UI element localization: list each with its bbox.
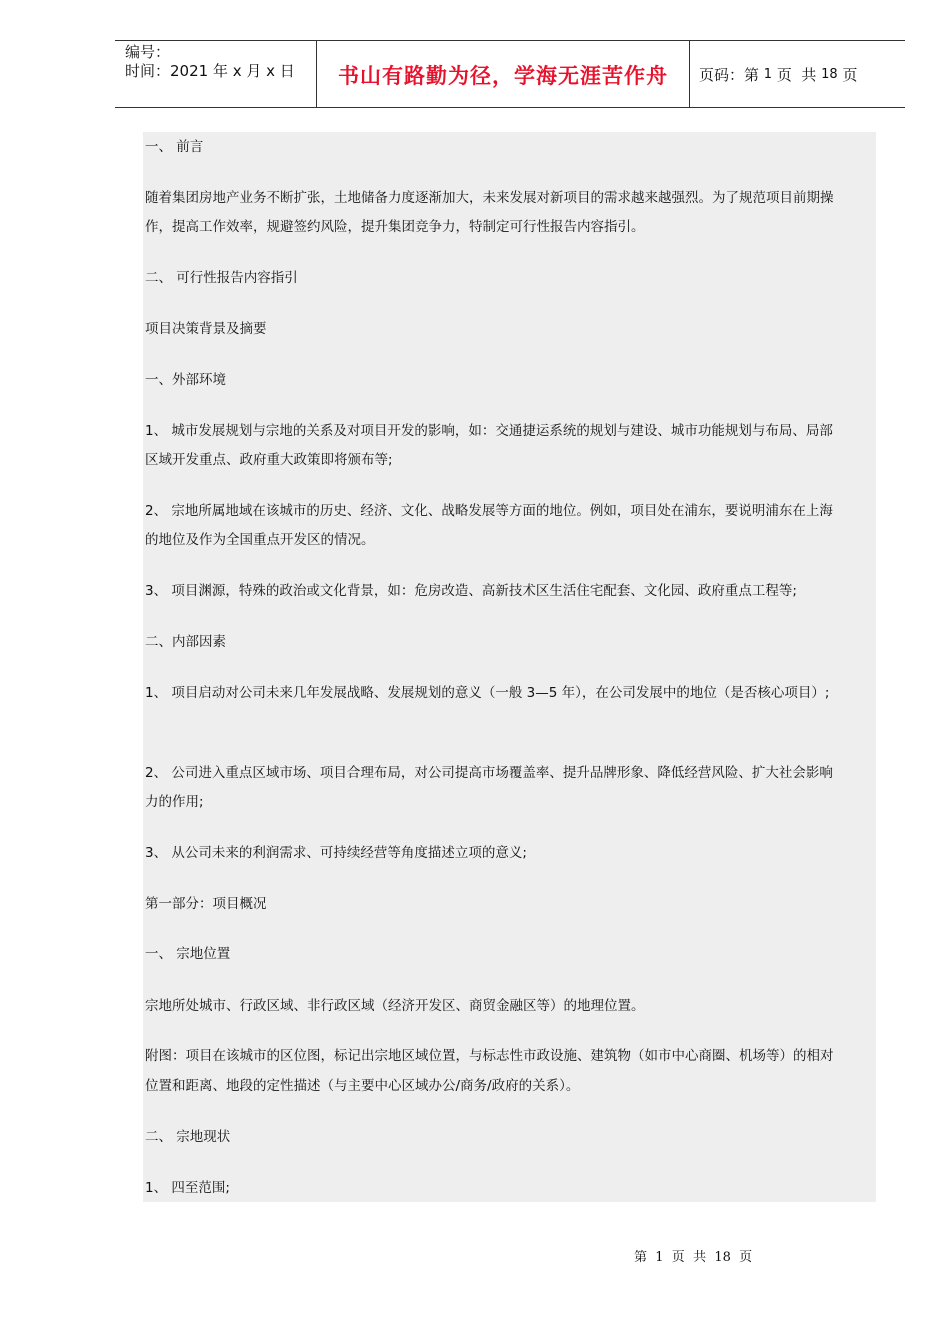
header-meta (125, 43, 295, 81)
internal-item-line: 3、 从公司未来的利润需求、可持续经营等角度描述立项的意义; (145, 845, 527, 861)
footer-suffix: 页 (730, 1250, 753, 1265)
header-page-indicator (699, 41, 857, 108)
background-heading: 项目决策背景及摘要 (145, 321, 267, 337)
external-heading: 一、外部环境 (145, 372, 226, 388)
header-page-mid: 页 共 (772, 66, 822, 84)
footer-current-page: 1 (655, 1250, 664, 1265)
footer-total-pages: 18 (714, 1250, 731, 1265)
document-body (143, 132, 876, 1202)
preface-paragraph-line: 作，提高工作效率，规避签约风险，提升集团竞争力，特制定可行性报告内容指引。 (145, 219, 645, 235)
attached-figure-line: 附图：项目在该城市的区位图，标记出宗地区域位置，与标志性市政设施、建筑物（如市中心商圈、机场等）的相对 (145, 1048, 834, 1064)
guide-heading: 二、 可行性报告内容指引 (145, 270, 298, 286)
header-page-prefix: 页码：第 (699, 66, 764, 84)
internal-item-line: 力的作用; (145, 794, 204, 810)
external-item-line: 的地位及作为全国重点开发区的情况。 (145, 532, 375, 548)
page-header (115, 40, 905, 108)
header-divider (689, 41, 690, 108)
attached-figure-line: 位置和距离、地段的定性描述（与主要中心区域办公/商务/政府的关系）。 (145, 1078, 580, 1094)
header-slogan: 书山有路勤为径，学海无涯苦作舟 (338, 62, 668, 88)
header-page-suffix: 页 (837, 66, 858, 84)
external-item-line: 3、 项目渊源，特殊的政治或文化背景，如：危房改造、高新技术区生活住宅配套、文化园、政府重点工程等; (145, 583, 797, 599)
internal-heading: 二、内部因素 (145, 634, 226, 650)
status-heading: 二、 宗地现状 (145, 1129, 231, 1145)
header-page-total: 18 (821, 67, 838, 82)
document-number-label: 编号： (125, 43, 171, 61)
external-item-line: 区域开发重点、政府重大政策即将颁布等; (145, 452, 393, 468)
footer-mid: 页 共 (663, 1250, 715, 1265)
status-item: 1、 四至范围; (145, 1180, 230, 1196)
preface-paragraph-line: 随着集团房地产业务不断扩张，土地储备力度逐渐加大，未来发展对新项目的需求越来越强烈。为了规范项目前期操 (145, 190, 834, 206)
header-page-current: 1 (763, 67, 773, 82)
internal-item-line: 2、 公司进入重点区域市场、项目合理布局，对公司提高市场覆盖率、提升品牌形象、降低经营风险、扩大社会影响 (145, 765, 833, 781)
preface-heading: 一、 前言 (145, 139, 204, 155)
external-item-line: 1、 城市发展规划与宗地的关系及对项目开发的影响，如：交通捷运系统的规划与建设、城市功能规划与布局、局部 (145, 423, 833, 439)
document-time-label: 时间：2021 年 x 月 x 日 (125, 62, 295, 80)
internal-item-line: 1、 项目启动对公司未来几年发展战略、发展规划的意义（一般 3—5 年），在公司发展中的地位（是否核心项目）; (145, 685, 830, 701)
location-heading: 一、 宗地位置 (145, 946, 231, 962)
footer-prefix: 第 (634, 1250, 656, 1265)
page-footer (634, 1246, 752, 1265)
part1-heading: 第一部分：项目概况 (145, 896, 267, 912)
location-paragraph: 宗地所处城市、行政区域、非行政区域（经济开发区、商贸金融区等）的地理位置。 (145, 998, 645, 1014)
external-item-line: 2、 宗地所属地域在该城市的历史、经济、文化、战略发展等方面的地位。例如，项目处在浦东，要说明浦东在上海 (145, 503, 833, 519)
